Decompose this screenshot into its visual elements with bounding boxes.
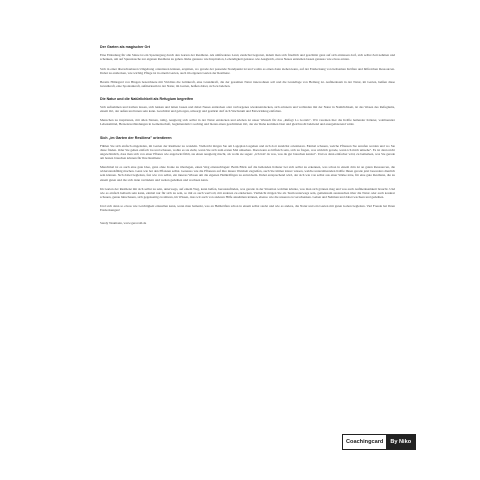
logo-left-text: Coachingcard [343, 435, 386, 449]
paragraph: Menschen zu inspirieren, mit allen Sinnen, ruhig, neugierig sich selbst in der Natur entdecken und erleben ist unser Wunsch für das „Refugi Lo Gortals". Wir vereinen hier die Kräfte heilender Kräuter, wohltuender Lebensmittel, Herzensverbindungen in Gemeinschaft, begleitendem Coaching und bieten einen geschützten Ort, der zur Ruhe kommen lässt und gleichwohl belebend und energetisierend wirkt. [100, 118, 395, 127]
section-heading: Der Garten als magischer Ort [100, 45, 150, 49]
section-nature-refuge [100, 97, 395, 127]
paragraph: Manchmal ist es auch eine gute Idee, ganz ohne Ironie zu überlegen, einen Weg einzuschlagen: Beim Blick auf die heilenden Kräuter bei sich selbst zu erkennen, was schon in einem drin ist an guten Ressourcen, die widerstandsfähig machen. Ganz wie bei den Pflanzen selbst. Genauso wie die Pflanzen auf ihre innere Weisheit zugreifen, auch Sie immer klarer wissen, welche unterstützenden Kräfte Ihnen gerade jetzt besonders dienlich sein können. Sich dabei begleiten, fast wie von selbst, ein inneres Wissen um die eigenen Heilkräftigen zu entwickeln. Dabei entsprechend wird, der sich wie von selbst aus einer Stärke näre, für eine gute Resilienz, die zu einem guten und die sich dann verändern und weiten gedeihen und wachsen kann. [100, 165, 395, 182]
section-orientation [100, 136, 395, 213]
coachingcard-logo [342, 434, 416, 450]
paragraph: Und sich dann so etwas wie Leichtigkeit einstellen kann, wenn man bemerkt, was an Heilkräften schon in einem selbst steckt und wie es andere, die Natur und ein Garten mit guten Gaben begleiten. Viel Freude bei Ihren Entdeckungen! [100, 203, 395, 212]
section-garden-magic [100, 45, 395, 88]
logo-right-text: By Niko [386, 435, 415, 449]
paragraph: Sich aufnehmen und treiben lassen, sich lenken und leiten lassen und dabei Neues entdecken oder verborgenes wiederentdecken, sich erinnern und verbinden mit der Natur in Natürlichkeit, ist das Wesen des Refugiums, einem Ort, der außen und innen sein kann. Geschützt und geborgen, umsorgt und gestärkt darf sich Wachstum und Entwicklung entfalten. [100, 105, 395, 114]
document-page [100, 45, 395, 225]
section-heading: Die Natur und die Natürlichkeit als Refugium begreifen [100, 96, 194, 101]
author-signature: Sandy Neumann, www.gerorald.de [100, 221, 147, 226]
paragraph: Sich in einer überschaubaren Umgebung orientieren können, erspüren, wo gerade der passende Standpunkt ist und wohin es einen dann ziehen kann, auf der Entdeckung von heilsamen Kräften und hilfreichen Ressourcen. Dabei zu entdecken, wie wichtig Pflege ist in einem Garten, auch im eigenen Garten der Resilienz. [100, 66, 395, 75]
paragraph: Fühlen Sie sich einfach eingeladen, im Garten der Resilienz zu wandeln. Vielleicht mögen Sie am Lageplan losgehen und sich dort zunächst orientieren. Einmal schauen, welche Pflanzen Sie anrufen werden und wo Sie diese finden. Oder Sie gehen einfach los und schauen, wohin es sie zieht, wenn Sie sich zum ersten Mal umsehen. Dazu kann es hilfreich sein, sich zu fragen, was wirklich gerade, wenn ich mich umsehe". Es ist dann nicht ungewöhnlich, dass man sich von einer Pflanze wie angelockt fühlt, sie einen neugierig macht, als wolle sie sagen: „Ich hab' da was, was du gut brauchen kannst". Und es dann einfacher wird, zu bemerken, was Sie gerade am besten brauchen können für Ihre Resilienz. [100, 143, 395, 161]
paragraph: Eine Einladung für alle Sinne ist ein Spaziergang durch den Garten der Resilienz. Als umfriedetes Land, zunächst begrenzt, indem man sich friedlich und geschützt ganz auf sich einlassen darf, sich selbst Zeit nehmen und schenken, um auf Spurensuche zur eigenen Resilienz zu gehen. Ruhe genauso wie Inspiration, Lebendigkeit genauso wie Ausgleich, etwas Neues entstehen lassen genauso wie etwas ernten. [100, 53, 395, 62]
section-heading: Sich „im Garten der Resilienz" orientieren [100, 135, 172, 140]
paragraph: Bereits Hildegard von Bingen bezeichnete mit Viriditas die Grünkraft, eine Grundkraft, die der gesamten Natur innewohnen soll und die Grundlage von Heilung ist. Aufmerksam in der Natur, im Garten, heißen diese Grundkraft, eine Spontankraft, aufmerksam in der Natur, im Garten, heißen dabei, sich zu beleben. [100, 79, 395, 88]
paragraph: Im Garten der Resilienz mit sich selbst zu sein, unterwegs, auf einem Weg, kann helfen, herauszufinden, was gerade in der Situation wohltun könnte, was man sich gönnen mag und was auch Aufmerksamkeit braucht. Und wie es einfach heilsam sein kann, einmal nur für sich zu sein, so mit es auch wertvoll, mit anderen zu entdecken. Vielleicht mögen Sie als Team unterwegs sein, gemeinsam austauschen über die Natur oder auch konkret schauen, genau hinschauen, sich gegenseitig zu stützen, im Wissen, dass wir auch von anderen Hilfe annehmen können, ebenso wie die unseren zu verschenken. Geben und Nehmen und dabei wachsen und gedeihen. [100, 186, 395, 199]
